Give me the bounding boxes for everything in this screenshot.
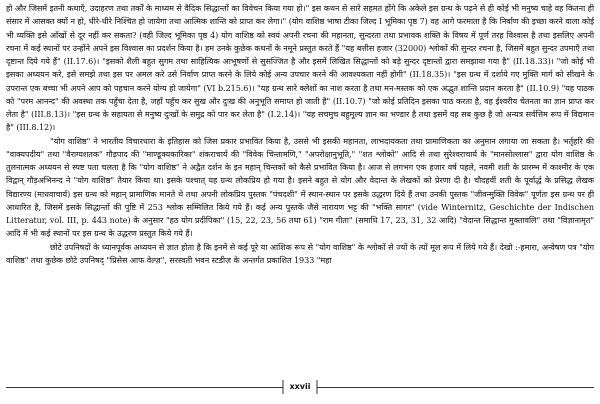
page-footer xyxy=(6,380,594,394)
page-number: xxvii xyxy=(282,380,317,394)
paragraph-influence: "योग वाशिष्ठ" ने भारतीय विचारधारा के इतिहास को जिस प्रकार प्रभावित किया है, उससे भी इसकी महानता, लाभदायकता तथा प्रामाणिकता का अनुमान लगाया जा सकता है। भर्तृहरि की "वाक्यपदीय" तथा "वैराग्यशतक" गौड़पाद की "माण्डूक्यकारिका" शंकराचार्य की "विवेक चिन्तामणि," "अपरोक्षानुभूति," "शत श्लोको" आदि से तथा सुरेश्वराचार्य के "मानसोल्लास" द्वारा योग वाशिष्ठ के तुलनात्मक अध्ययन से स्पष्ट पता चलता है कि "योग वाशिष्ठ" ने अद्वैत दर्शन के इन महान् चिन्तकों को कैसे प्रभावित किया है। आज से लगभग एक हजार वर्ष पहले, नवमी शती के प्रारम्भ में काश्मीर के एक विद्वान् गौड़अभिनन्द ने "योग वाशिष्ठ" तैयार किया था। इसके पश्चात् यह ग्रन्थ लोकप्रिय हो गया है। इसने बहुत से योग और वेदान्त के लेखकों को प्रेरणा दी है। चौदहवीं शती के पूर्वार्द्ध के प्रसिद्ध लेखक विद्यारण्य (माधवाचार्य) इस ग्रन्थ को महान् प्रामाणिक मानते थे तथा अपनी लोकप्रिय पुस्तक "पंचदशी" में स्थान-स्थान पर इसके उद्धरण दिये हैं तथा उनकी पुस्तक "जीवन्मुक्ति विवेक" पूर्णतः इस ग्रन्थ पर ही आधारित है, जिसमें इसके सिद्धान्तों की पुष्टि में 253 श्लोक सम्मिलित किये गये हैं। कई अन्य पुस्तकें जैसे नारायण भट्ट की "भक्ति सागर" (vide Winternitz, Geschichte der Indischen Litteratur, vol. III, p. 443 note) के अनुसार "हठ योग प्रदीपिका" (15, 22, 23, 56 तथा 61) "राम गीता" (समाधि 17, 23, 31, 32 आदि) "वेदान्त सिद्धान्त मुक्तावलि" तथा "विज्ञानामृत" आदि में भी कई स्थानों पर इस ग्रन्थ के उद्धरण प्रस्तुत किये गये हैं। xyxy=(6,136,594,239)
paragraph-upanishads: छोटे उपनिषदों के ध्यानपूर्वक अध्ययन से ज्ञात होता है कि इनमें से कई पूरे या आंशिक रूप से "योग वाशिष्ठ" के श्लोकों से ज्यों के त्यों मूल रूप में लिये गये हैं। देखो :-हमारा, अन्वेषण पत्र "योग वाशिष्ठ" तथा कुछेक छोटे उपनिषद् "प्रिसेस आफ वेल्ज़", सरस्वती भवन स्टडीज़ के अन्तर्गत प्रकाशित 1933 "महा xyxy=(6,242,594,265)
paragraph-praise-quotes: हो और जिसमें इतनी कथाएँ, उदाहरण तथा तर्कों के माध्यम से वैदिक सिद्धान्तों का विवेचन किया गया हो।" इस कथन से सारे सहमत होंगे कि अकेले इस ग्रन्थ के पढ़ने से ही कोई भी मनुष्य चाहे वह कितना ही संसार में आसक्त क्यों न हो, धीरे-धीरे निश्चित हो जायेगा तथा आत्मिक शान्ति को प्राप्त कर लेगा।" (योग वाशिष्ठ भाषा टीका जिल्द I भूमिका पृष्ठ 7) वह आगे फरमाता है कि निर्वाण की इच्छा करने वाला कोई भी व्यक्ति इसे आँखों से दूर नहीं कर सकता? (वही जिल्द भूमिका पृष्ठ 4) योग वाशिष्ठ को स्वयं अपनी रचना की महानता, सुन्दरता तथा प्रभावक शक्ति के विषय में पूर्ण तरह विश्वास है तथा इसलिए अपनी रचना में कई स्थानों पर उन्होंने अपने इस विश्वास का प्रदर्शन किया है। हम उनके कुछेक कथनों के नमूने प्रस्तुत करते हैं "यह बत्तीस हजार (32000) श्लोकों की सुन्दर रचना है, जिसमें बहुत सुन्दर उपमाएँ तथा दृष्टान्त दिये गये हैं" (II.17.6)। "इसको शैली बहुत सुगम तथा साहित्यिक आभूषणों से सुसज्जित है और इसमें लिखित सिद्धान्तों को बड़े सुन्दर दृष्टान्तों द्वारा समझाया गया है" (II.18.33)। "जो कोई भी इसका अध्ययन करे, इसे समझे तथा इस पर अमल करे उसे निर्वाण प्राप्त करने के लिये कोई अन्य उपचार करने की आवश्यकता नहीं होगी" (II.18.35)। "इस ग्रन्थ में दर्शाये गए मुक्ति मार्ग को सीखने के उपरान्त एक बच्चा भी अपने आप को पहचान करने योग्य हो जायेगा" (VI b.215.6)। "यह ग्रन्थ सारे क्लेशों का नाश करता है तथा मन-मस्तक को एक अद्भुत शान्ति प्रदान करता है" (II.10.9) "यह पाठक को "परम आनन्द" की अवस्था तक पहुँचा देता है, जहाँ पहुँच कर सुख और दुःख की अनुभूति समाप्त हो जाती है" (II.10.7) "जो कोई प्रतिदिन इसका पाठ करता है, वह ईश्वरीय चेतनता का ज्ञान प्राप्त कर लेता है" (III.8.13)। "इस ग्रन्थ के सहायता से मनुष्य दुःखों के समुद्र को पार कर लेता है" (I.2.14)। "यह सचमुच बहुमूल्य ज्ञान का भण्डार है तथा इसमें वह सब कुछ है जो अन्यत्र सर्वत्तिम रूप में विद्यमान है" (III.8.12)। xyxy=(6,4,594,133)
